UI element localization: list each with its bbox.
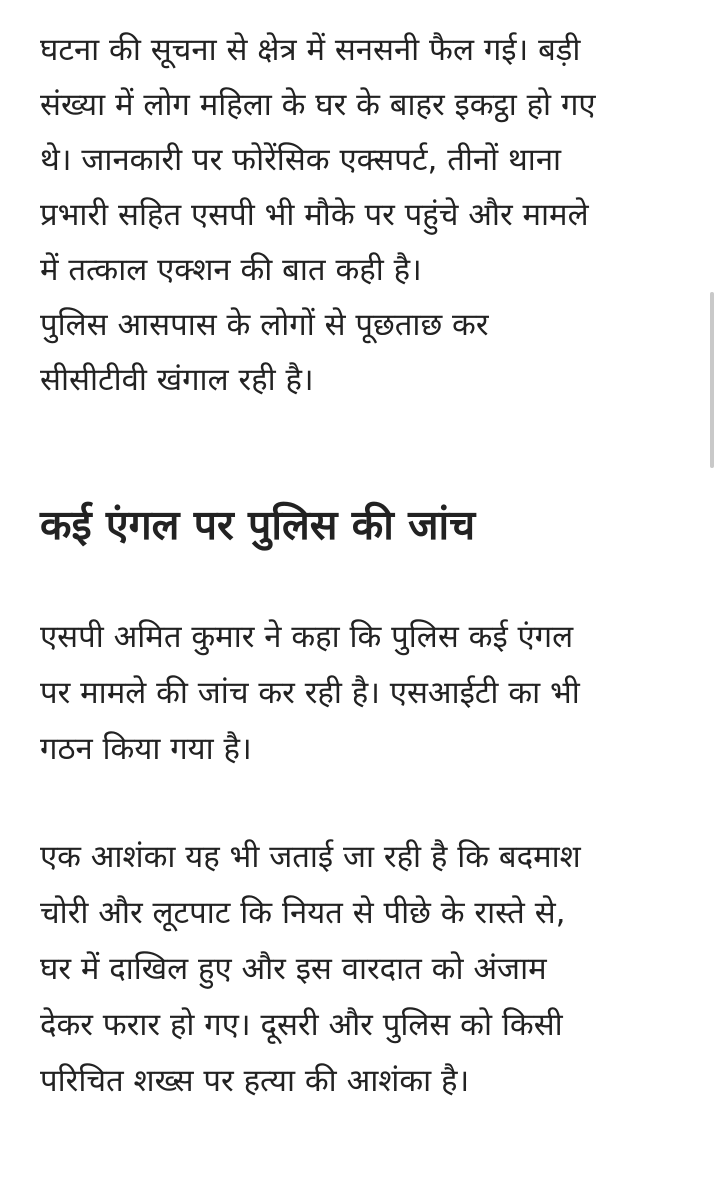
text-line: गठन किया गया है।: [40, 731, 252, 767]
scrollbar-thumb[interactable]: [710, 292, 714, 468]
text-line: पुलिस आसपास के लोगों से पूछताछ कर: [40, 307, 489, 343]
text-line: देकर फरार हो गए। दूसरी और पुलिस को किसी: [40, 1007, 563, 1043]
text-line: संख्या में लोग महिला के घर के बाहर इकट्ठा हो गए: [40, 87, 596, 123]
section-heading: कई एंगल पर पुलिस की जांच: [40, 501, 476, 549]
text-line: पर मामले की जांच कर रही है। एसआईटी का भी: [40, 675, 580, 711]
text-line: प्रभारी सहित एसपी भी मौके पर पहुंचे और मामले: [40, 197, 589, 233]
text-line: परिचित शख्स पर हत्या की आशंका है।: [40, 1063, 470, 1099]
text-line: चोरी और लूटपाट कि नियत से पीछे के रास्ते से,: [40, 895, 566, 931]
text-line: सीसीटीवी खंगाल रही है।: [40, 362, 314, 398]
text-line: एसपी अमित कुमार ने कहा कि पुलिस कई एंगल: [40, 619, 574, 655]
text-line: एक आशंका यह भी जताई जा रही है कि बदमाश: [40, 839, 581, 875]
text-line: घटना की सूचना से क्षेत्र में सनसनी फैल गई। बड़ी: [40, 32, 581, 68]
text-line: घर में दाखिल हुए और इस वारदात को अंजाम: [40, 951, 547, 987]
text-line: में तत्काल एक्शन की बात कही है।: [40, 252, 422, 288]
text-line: थे। जानकारी पर फोरेंसिक एक्सपर्ट, तीनों थाना: [40, 142, 562, 178]
